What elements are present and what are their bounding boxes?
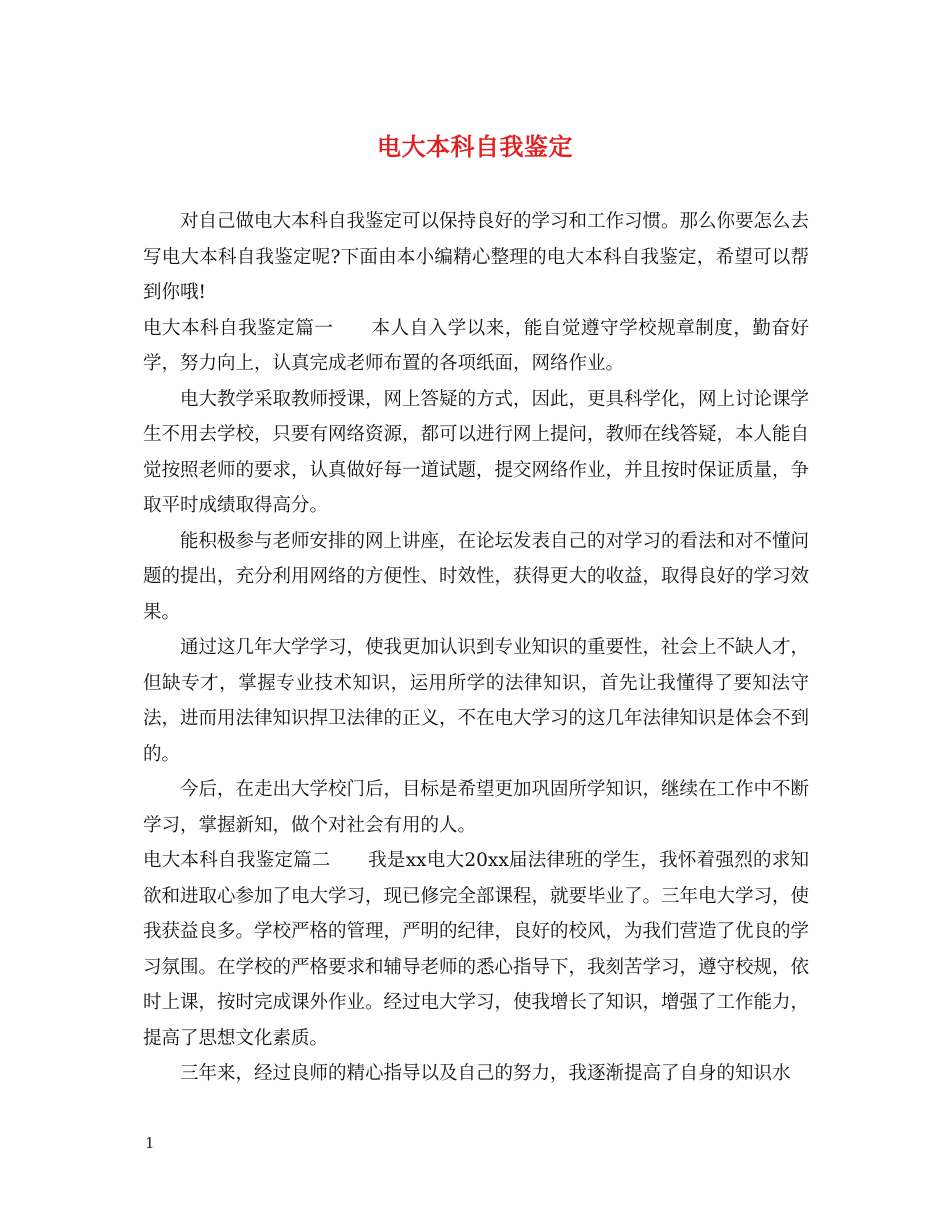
paragraph: 三年来，经过良师的精心指导以及自己的努力，我逐渐提高了自身的知识水 xyxy=(180,1063,791,1084)
paragraph-intro: 对自己做电大本科自我鉴定可以保持良好的学习和工作习惯。那么你要怎么去写电大本科自我鉴定呢?下面由本小编精心整理的电大本科自我鉴定，希望可以帮到你哦! xyxy=(143,211,810,303)
paragraph-part-two-heading: 电大本科自我鉴定篇二 我是xx电大20xx届法律班的学生，我怀着强烈的求知欲和进取心参加了电大学习，现已修完全部课程，就要毕业了。三年电大学习，使我获益良多。学校严格的管理，严明的纪律，良好的校风，为我们营造了优良的学习氛围。在学校的严格要求和辅导老师的悉心指导下，我刻苦学习，遵守校规，依时上课，按时完成课外作业。经过电大学习，使我增长了知识，增强了工作能力，提高了思想文化素质。 xyxy=(143,850,810,1049)
paragraph: 电大教学采取教师授课，网上答疑的方式，因此，更具科学化，网上讨论课学生不用去学校，只要有网络资源，都可以进行网上提问，教师在线答疑，本人能自觉按照老师的要求，认真做好每一道试题，提交网络作业，并且按时保证质量，争取平时成绩取得高分。 xyxy=(143,388,810,516)
paragraph: 能积极参与老师安排的网上讲座，在论坛发表自己的对学习的看法和对不懂问题的提出，充分利用网络的方便性、时效性，获得更大的收益，取得良好的学习效果。 xyxy=(143,530,810,623)
paragraph: 通过这几年大学学习，使我更加认识到专业知识的重要性，社会上不缺人才，但缺专才，掌握专业技术知识，运用所学的法律知识，首先让我懂得了要知法守法，进而用法律知识捍卫法律的正义，不在电大学习的这几年法律知识是体会不到的。 xyxy=(143,637,810,765)
page-number: 1 xyxy=(145,1134,155,1152)
document-title: 电大本科自我鉴定 xyxy=(377,132,573,161)
document-body xyxy=(143,204,809,1092)
paragraph: 今后，在走出大学校门后，目标是希望更加巩固所学知识，继续在工作中不断学习，掌握新知，做个对社会有用的人。 xyxy=(143,779,810,836)
paragraph-part-one-heading: 电大本科自我鉴定篇一 本人自入学以来，能自觉遵守学校规章制度，勤奋好学，努力向上，认真完成老师布置的各项纸面，网络作业。 xyxy=(143,317,809,374)
